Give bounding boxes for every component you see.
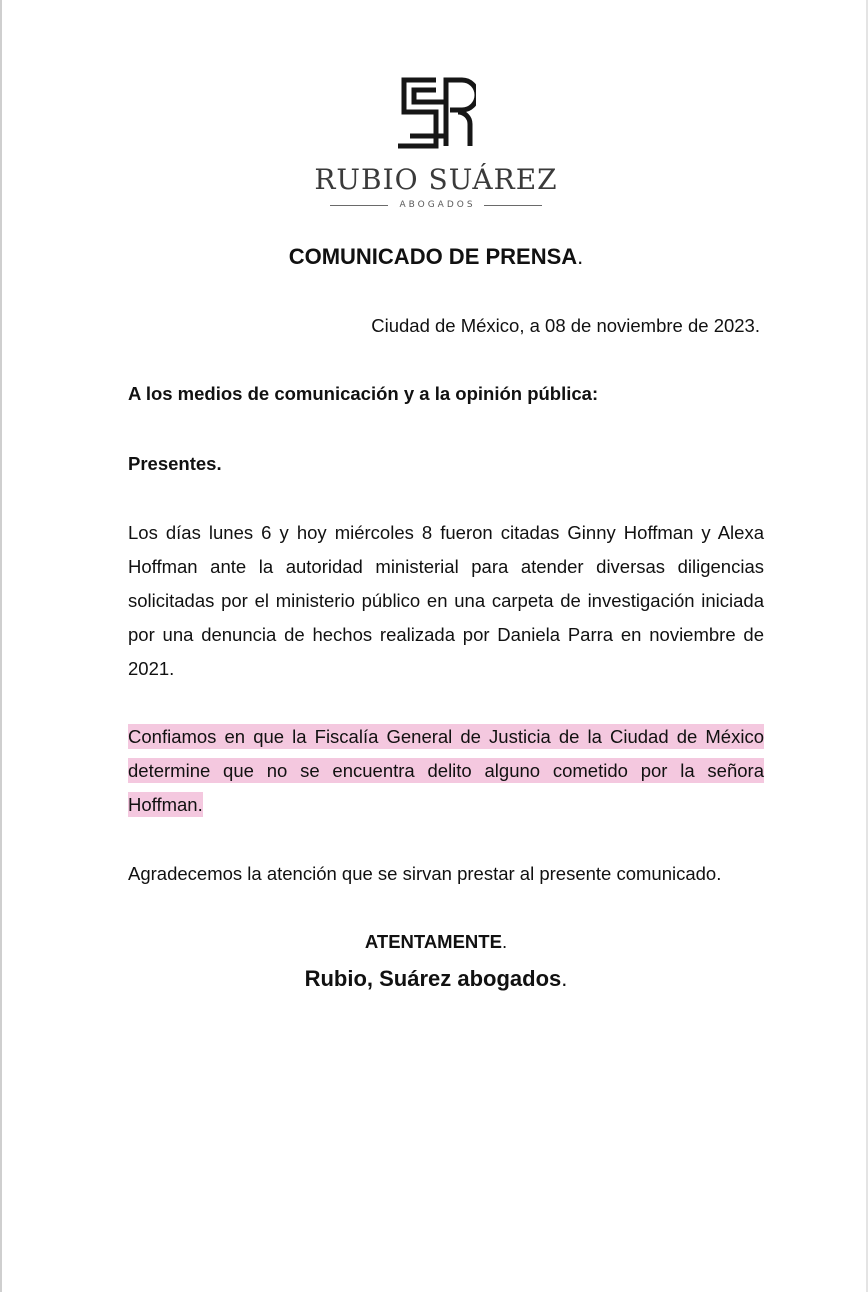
signature-text: Rubio, Suárez abogados bbox=[304, 966, 562, 991]
thanks-line: Agradecemos la atención que se sirvan prestar al presente comunicado. bbox=[128, 863, 722, 884]
paragraph-body: Los días lunes 6 y hoy miércoles 8 fueron citadas Ginny Hoffman y Alexa Hoffman ante la autoridad ministerial para atender diversas diligencias solicitadas por el ministerio público en una carpeta de investigación iniciada por una denuncia de hechos realizada por Daniela Parra en noviembre de 2021. bbox=[128, 522, 764, 679]
closing-period: . bbox=[501, 931, 508, 952]
closing-line bbox=[2, 930, 868, 954]
closing-text: ATENTAMENTE bbox=[364, 931, 502, 952]
greeting-line: Presentes. bbox=[128, 453, 222, 474]
highlighted-paragraph bbox=[128, 720, 764, 822]
divider-line bbox=[484, 205, 542, 206]
title-text: COMUNICADO DE PRENSA bbox=[288, 244, 578, 269]
date-line: Ciudad de México, a 08 de noviembre de 2023. bbox=[371, 315, 760, 336]
divider-line bbox=[330, 205, 388, 206]
title-period: . bbox=[577, 244, 584, 269]
firm-name: RUBIO SUÁREZ bbox=[314, 163, 558, 196]
firm-logo bbox=[2, 76, 868, 212]
rs-monogram-icon bbox=[396, 76, 476, 150]
signature-period: . bbox=[561, 966, 568, 991]
signature-line bbox=[2, 964, 868, 994]
highlighted-text: Confiamos en que la Fiscalía General de Justicia de la Ciudad de México determine que no se encuentra delito alguno cometido por la señora Hoffman. bbox=[128, 726, 764, 815]
firm-subtitle: ABOGADOS bbox=[399, 200, 476, 210]
firm-subtitle-row bbox=[2, 198, 868, 212]
addressee-line: A los medios de comunicación y a la opinión pública: bbox=[128, 383, 599, 404]
document-title bbox=[2, 243, 868, 271]
